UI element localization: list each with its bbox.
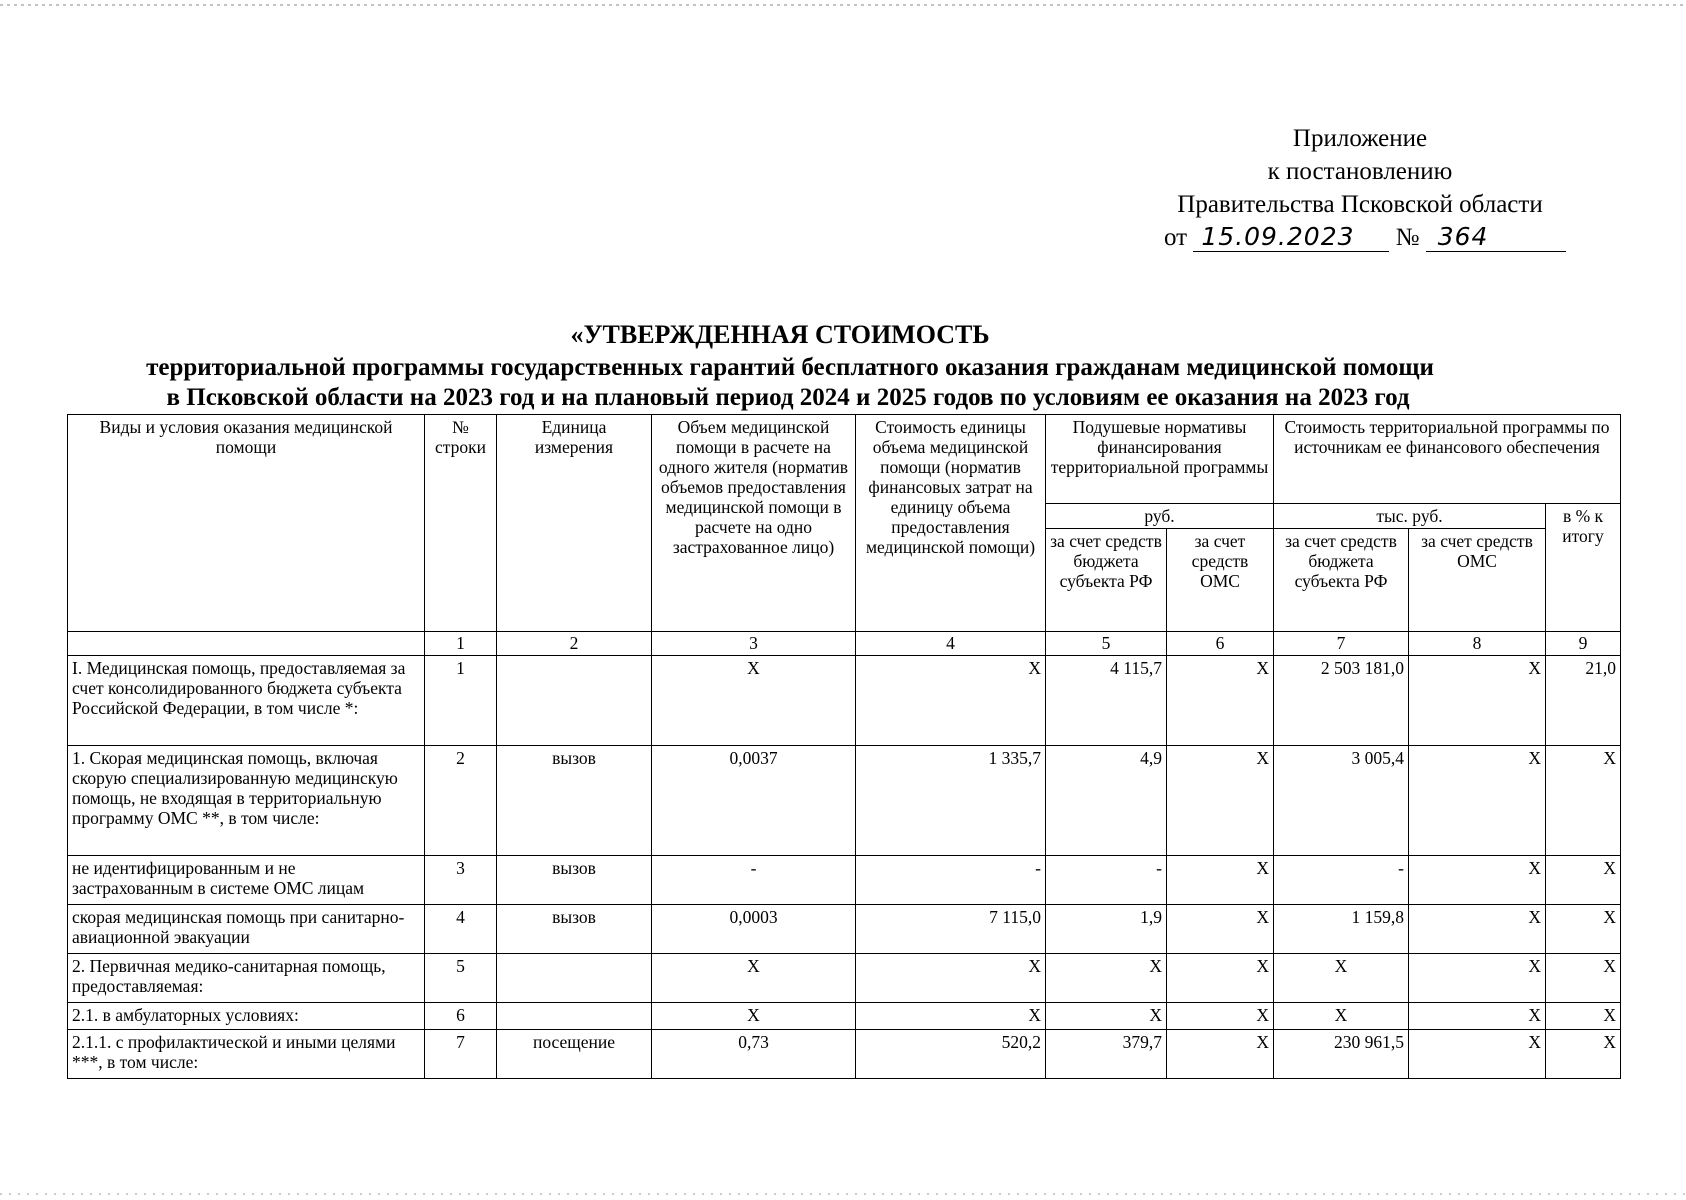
row-volume: X <box>652 954 856 1003</box>
title-line3: в Псковской области на 2023 год и на плановый период 2024 и 2025 годов по условиям ее оказания на 2023 год <box>166 384 1410 411</box>
cost-table <box>67 414 1621 1079</box>
header-rub: руб. <box>1046 504 1274 529</box>
row-name: 2. Первичная медико-санитарная помощь, предоставляемая: <box>68 954 425 1003</box>
row-volume: - <box>652 856 856 905</box>
column-number: 7 <box>1274 632 1409 656</box>
row-volume: 0,73 <box>652 1030 856 1079</box>
number-prefix: № <box>1395 224 1420 251</box>
header-row-1 <box>68 415 1621 504</box>
row-pc-budget: X <box>1046 1003 1167 1030</box>
row-tc-budget: 3 005,4 <box>1274 746 1409 856</box>
column-number: 9 <box>1546 632 1621 656</box>
scan-artifact-top <box>0 4 1686 6</box>
row-name: 1. Скорая медицинская помощь, включая скорую специализированную медицинскую помощь, не входящая в территориальную программу ОМС **, в том числе: <box>68 746 425 856</box>
header-kinds: Виды и условия оказания медицинской помощи <box>68 415 425 632</box>
row-no: 1 <box>425 656 497 746</box>
row-pc-budget: 379,7 <box>1046 1030 1167 1079</box>
order-line <box>1130 221 1590 254</box>
row-pc-oms: X <box>1167 1003 1274 1030</box>
title-line1: «УТВЕРЖДЕННАЯ СТОИМОСТЬ <box>570 320 990 349</box>
row-pc-budget: - <box>1046 856 1167 905</box>
row-name: скорая медицинская помощь при санитарно-авиационной эвакуации <box>68 905 425 954</box>
row-cost: 1 335,7 <box>856 746 1046 856</box>
row-volume: 0,0003 <box>652 905 856 954</box>
column-number: 1 <box>425 632 497 656</box>
header-budget-rf-k: за счет средств бюджета субъекта РФ <box>1274 529 1409 632</box>
row-pct: X <box>1546 954 1621 1003</box>
header-thousand-rub: тыс. руб. <box>1274 504 1546 529</box>
row-pc-oms: X <box>1167 746 1274 856</box>
row-tc-oms: X <box>1409 856 1546 905</box>
table-row <box>68 656 1621 746</box>
row-no: 2 <box>425 746 497 856</box>
row-cost: X <box>856 954 1046 1003</box>
row-tc-oms: X <box>1409 656 1546 746</box>
row-volume: 0,0037 <box>652 746 856 856</box>
scan-artifact-bottom <box>0 1193 1686 1195</box>
row-unit: вызов <box>497 746 652 856</box>
row-pc-oms: X <box>1167 905 1274 954</box>
header-volume: Объем медицинской помощи в расчете на одного жителя (норматив объемов предоставления медицинской помощи в расчете на одно застрахованное лицо) <box>652 415 856 632</box>
row-tc-oms: X <box>1409 746 1546 856</box>
order-number: 364 <box>1437 222 1489 251</box>
row-no: 5 <box>425 954 497 1003</box>
column-number-empty <box>68 632 425 656</box>
table-row <box>68 905 1621 954</box>
row-no: 4 <box>425 905 497 954</box>
row-name: I. Медицинская помощь, предоставляемая за счет консолидированного бюджета субъекта Российской Федерации, в том числе *: <box>68 656 425 746</box>
appendix-line1: Приложение <box>1292 125 1428 152</box>
column-number: 3 <box>652 632 856 656</box>
row-unit: посещение <box>497 1030 652 1079</box>
header-oms: за счет средств ОМС <box>1167 529 1274 632</box>
header-unit: Единица измерения <box>497 415 652 632</box>
row-pct: X <box>1546 1030 1621 1079</box>
row-pct: 21,0 <box>1546 656 1621 746</box>
row-cost: 520,2 <box>856 1030 1046 1079</box>
row-pc-budget: X <box>1046 954 1167 1003</box>
row-unit <box>497 656 652 746</box>
table-row <box>68 746 1621 856</box>
row-pc-oms: X <box>1167 856 1274 905</box>
row-unit: вызов <box>497 856 652 905</box>
date-prefix: от <box>1164 224 1188 251</box>
row-pc-oms: X <box>1167 1030 1274 1079</box>
row-pct: X <box>1546 1003 1621 1030</box>
column-number: 4 <box>856 632 1046 656</box>
header-program-cost: Стоимость территориальной программы по источникам ее финансового обеспечения <box>1274 415 1621 504</box>
appendix-line3: Правительства Псковской области <box>1177 191 1543 218</box>
row-no: 6 <box>425 1003 497 1030</box>
row-name: не идентифицированным и не застрахованным в системе ОМС лицам <box>68 856 425 905</box>
order-number-field <box>1426 224 1566 252</box>
table-row <box>68 1030 1621 1079</box>
row-name: 2.1.1. с профилактической и иными целями ***, в том числе: <box>68 1030 425 1079</box>
row-name: 2.1. в амбулаторных условиях: <box>68 1003 425 1030</box>
row-volume: X <box>652 656 856 746</box>
header-per-capita: Подушевые нормативы финансирования территориальной программы <box>1046 415 1274 504</box>
row-pct: X <box>1546 746 1621 856</box>
row-tc-budget: X <box>1274 1003 1409 1030</box>
header-row-no: № строки <box>425 415 497 632</box>
row-no: 3 <box>425 856 497 905</box>
row-pc-oms: X <box>1167 954 1274 1003</box>
row-unit: вызов <box>497 905 652 954</box>
row-tc-budget: - <box>1274 856 1409 905</box>
row-pct: X <box>1546 856 1621 905</box>
appendix-block <box>1130 122 1590 254</box>
order-date: 15.09.2023 <box>1201 222 1355 251</box>
row-tc-oms: X <box>1409 1003 1546 1030</box>
row-pc-oms: X <box>1167 656 1274 746</box>
appendix-line2: к постановлению <box>1267 158 1453 185</box>
table-row <box>68 856 1621 905</box>
header-oms-k: за счет средств ОМС <box>1409 529 1546 632</box>
header-percent: в % к итогу <box>1546 504 1621 632</box>
column-numbers-row <box>68 632 1621 656</box>
row-tc-budget: 1 159,8 <box>1274 905 1409 954</box>
row-pct: X <box>1546 905 1621 954</box>
header-cost: Стоимость единицы объема медицинской помощи (норматив финансовых затрат на единицу объема предоставления медицинской помощи) <box>856 415 1046 632</box>
column-number: 2 <box>497 632 652 656</box>
row-tc-oms: X <box>1409 1030 1546 1079</box>
row-pc-budget: 1,9 <box>1046 905 1167 954</box>
column-number: 5 <box>1046 632 1167 656</box>
row-unit <box>497 1003 652 1030</box>
row-cost: 7 115,0 <box>856 905 1046 954</box>
header-budget-rf: за счет средств бюджета субъекта РФ <box>1046 529 1167 632</box>
row-volume: X <box>652 1003 856 1030</box>
row-tc-budget: 230 961,5 <box>1274 1030 1409 1079</box>
table-row <box>68 1003 1621 1030</box>
row-tc-oms: X <box>1409 954 1546 1003</box>
column-number: 6 <box>1167 632 1274 656</box>
title-line2: территориальной программы государственных гарантий бесплатного оказания гражданам медицинской помощи <box>146 354 1434 381</box>
row-unit <box>497 954 652 1003</box>
row-tc-budget: 2 503 181,0 <box>1274 656 1409 746</box>
table-row <box>68 954 1621 1003</box>
row-pc-budget: 4 115,7 <box>1046 656 1167 746</box>
row-no: 7 <box>425 1030 497 1079</box>
row-pc-budget: 4,9 <box>1046 746 1167 856</box>
row-tc-oms: X <box>1409 905 1546 954</box>
row-cost: X <box>856 656 1046 746</box>
row-tc-budget: X <box>1274 954 1409 1003</box>
row-cost: - <box>856 856 1046 905</box>
order-date-field <box>1193 224 1389 252</box>
row-cost: X <box>856 1003 1046 1030</box>
column-number: 8 <box>1409 632 1546 656</box>
